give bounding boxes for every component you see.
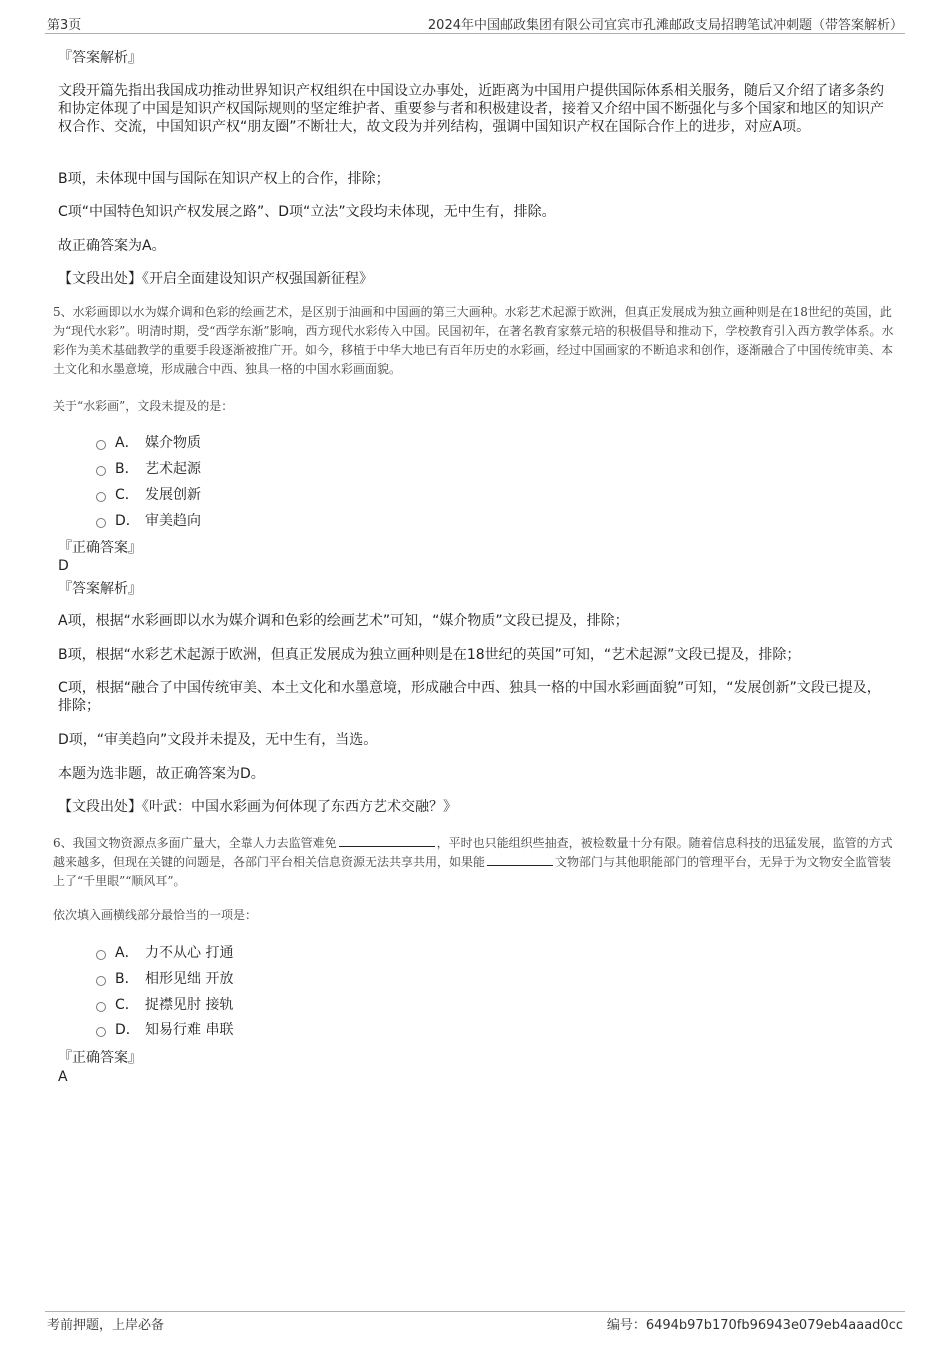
q6-correct-label: 『正确答案』 xyxy=(58,1050,142,1066)
header-divider xyxy=(45,33,905,34)
q5-answer: 本题为选非题，故正确答案为D。 xyxy=(58,766,265,782)
radio-icon[interactable] xyxy=(96,976,106,986)
q4-analysis-label: 『答案解析』 xyxy=(58,50,142,66)
q4-source: 【文段出处】《开启全面建设知识产权强国新征程》 xyxy=(58,271,373,287)
radio-icon[interactable] xyxy=(96,466,106,476)
q5-analysis-b: B项，根据“水彩艺术起源于欧洲，但真正发展成为独立画种则是在18世纪的英国”可知，“艺术起源”文段已提及，排除； xyxy=(58,647,801,663)
q4-analysis-cd: C项“中国特色知识产权发展之路”、D项“立法”文段均未体现，无中生有，排除。 xyxy=(58,204,556,220)
q6-option-a[interactable]: A． 力不从心 打通 xyxy=(96,942,233,962)
q5-option-d[interactable]: D． 审美趋向 xyxy=(96,510,201,530)
q5-analysis-label: 『答案解析』 xyxy=(58,581,142,597)
q5-stem: 5、水彩画即以水为媒介调和色彩的绘画艺术，是区别于油画和中国画的第三大画种。水彩艺术起源于欧洲，但真正发展成为独立画种则是在18世纪的英国，此为“现代水彩”。明清时期，受“西学东渐”影响，西方现代水彩传入中国。民国初年，在著名教育家蔡元培的积极倡导和推动下，学校教育引入西方教学体系。水彩作为美术基础教学的重要手段逐渐被推广开。如今，移植于中华大地已有百年历史的水彩画，经过中国画家的不断追求和创作，逐渐融合了中国传统审美、本土文化和水墨意境，形成融合中西、独具一格的中国水彩画面貌。 xyxy=(53,305,894,376)
radio-icon[interactable] xyxy=(96,1002,106,1012)
q4-answer: 故正确答案为A。 xyxy=(58,238,166,254)
radio-icon[interactable] xyxy=(96,518,106,528)
q4-analysis-b: B项，未体现中国与国际在知识产权上的合作，排除； xyxy=(58,171,390,187)
q6-option-c[interactable]: C． 捉襟见肘 接轨 xyxy=(96,994,233,1014)
page-number: 第3页 xyxy=(47,18,82,33)
q5-correct-label: 『正确答案』 xyxy=(58,540,142,556)
q4-analysis-paragraph: 文段开篇先指出我国成功推动世界知识产权组织在中国设立办事处，近距离为中国用户提供国际体系相关服务，随后又介绍了诸多条约和协定体现了中国是知识产权国际规则的坚定维护者、重要参与者和积极建设者，接着又介绍中国不断强化与多个国家和地区的知识产权合作、交流，中国知识产权“朋友圈”不断壮大，故文段为并列结构，强调中国知识产权在国际合作上的进步，对应A项。 xyxy=(58,83,884,135)
document-code: 编号：6494b97b170fb96943e079eb4aaad0cc xyxy=(606,1318,903,1333)
radio-icon[interactable] xyxy=(96,492,106,502)
q5-source: 【文段出处】《叶武：中国水彩画为何体现了东西方艺术交融？》 xyxy=(58,799,457,815)
q5-analysis-a: A项，根据“水彩画即以水为媒介调和色彩的绘画艺术”可知，“媒介物质”文段已提及，排除； xyxy=(58,613,629,629)
radio-icon[interactable] xyxy=(96,1027,106,1037)
q5-option-b[interactable]: B． 艺术起源 xyxy=(96,458,201,478)
footer-divider xyxy=(45,1311,905,1312)
q6-blank-1 xyxy=(339,834,435,847)
q5-analysis-d: D项，“审美趋向”文段并未提及，无中生有，当选。 xyxy=(58,732,378,748)
radio-icon[interactable] xyxy=(96,440,106,450)
q6-question: 依次填入画横线部分最恰当的一项是： xyxy=(53,908,258,922)
q6-option-b[interactable]: B． 相形见绌 开放 xyxy=(96,968,233,988)
q5-option-a[interactable]: A． 媒介物质 xyxy=(96,432,201,452)
q6-stem: 6、我国文物资源点多面广量大，全靠人力去监管难免 ，平时也只能组织些抽查，被检数量十分有限。随着信息科技的迅猛发展，监管的方式越来越多，但现在关键的问题是，各部门平台相关信息资源无法共享共用，如果能 文物部门与其他职能部门的管理平台，无异于为文物安全监管装上了“千里眼”“顺风耳”。 xyxy=(53,836,893,888)
radio-icon[interactable] xyxy=(96,950,106,960)
q5-correct-answer: D xyxy=(58,558,69,574)
footer-slogan: 考前押题，上岸必备 xyxy=(47,1318,165,1333)
q6-correct-answer: A xyxy=(58,1069,68,1085)
q6-blank-2 xyxy=(487,853,553,866)
q5-analysis-c: C项，根据“融合了中国传统审美、本土文化和水墨意境，形成融合中西、独具一格的中国水彩画面貌”可知，“发展创新”文段已提及，排除； xyxy=(58,680,881,714)
q5-question: 关于“水彩画”，文段未提及的是： xyxy=(53,399,234,413)
q6-option-d[interactable]: D． 知易行难 串联 xyxy=(96,1019,233,1039)
document-title: 2024年中国邮政集团有限公司宜宾市孔滩邮政支局招聘笔试冲刺题（带答案解析） xyxy=(427,18,903,33)
q5-option-c[interactable]: C． 发展创新 xyxy=(96,484,201,504)
